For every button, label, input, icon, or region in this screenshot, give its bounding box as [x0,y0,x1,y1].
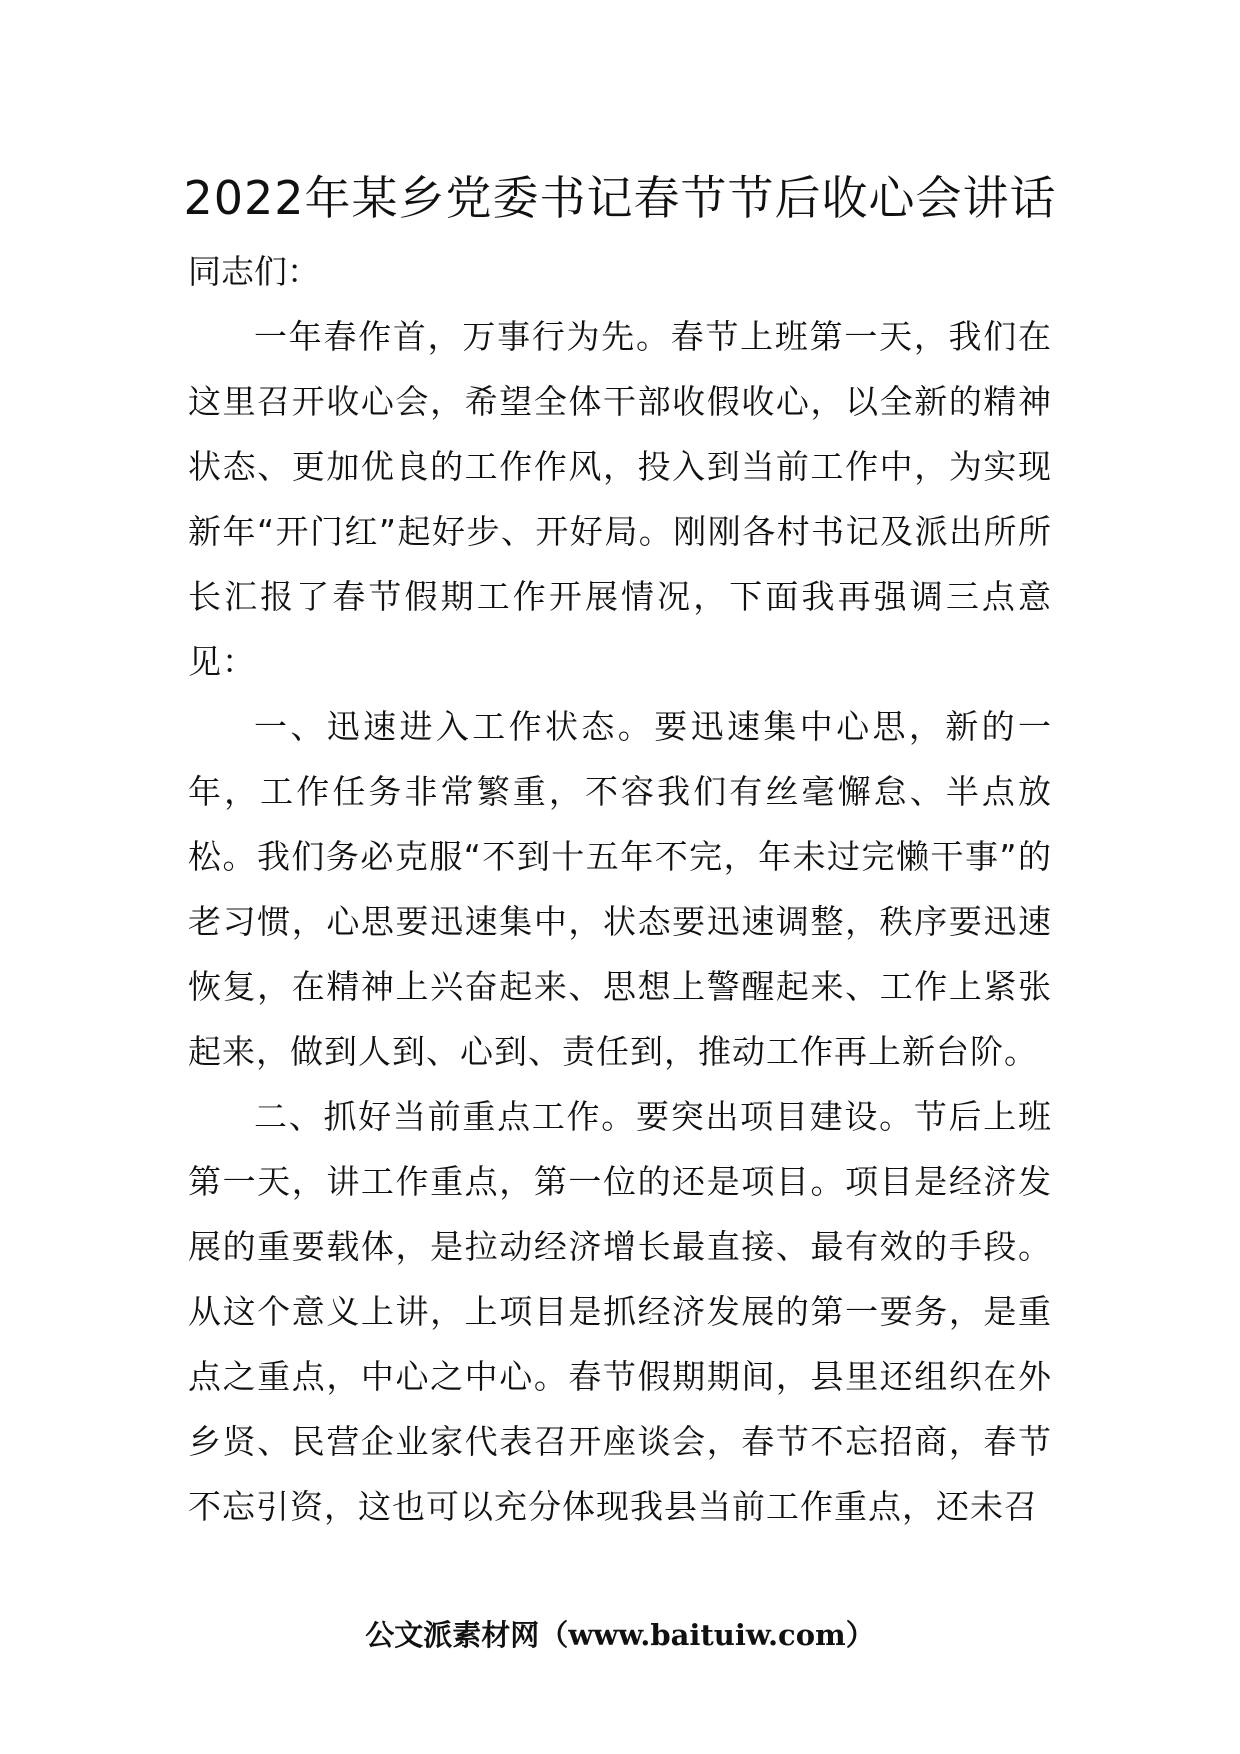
salutation: 同志们： [188,252,320,291]
paragraph-point-one: 一、迅速进入工作状态。要迅速集中心思，新的一年，工作任务非常繁重，不容我们有丝毫懈怠、半点放松。我们务必克服“不到十五年不完，年未过完懒干事”的老习惯，心思要迅速集中，状态要迅速调整，秩序要迅速恢复，在精神上兴奋起来、思想上警醒起来、工作上紧张起来，做到人到、心到、责任到，推动工作再上新台阶。 [188,707,1052,1071]
paragraph-point-two: 二、抓好当前重点工作。要突出项目建设。节后上班第一天，讲工作重点，第一位的还是项目。项目是经济发展的重要载体，是拉动经济增长最直接、最有效的手段。从这个意义上讲，上项目是抓经济发展的第一要务，是重点之重点，中心之中心。春节假期期间，县里还组织在外乡贤、民营企业家代表召开座谈会，春节不忘招商，春节不忘引资，这也可以充分体现我县当前工作重点，还未召 [188,1097,1052,1526]
document-body [188,240,1052,1539]
source-footer: 公文派素材网（www.baituiw.com） [365,1618,875,1652]
paragraph-intro: 一年春作首，万事行为先。春节上班第一天，我们在这里召开收心会，希望全体干部收假收心，以全新的精神状态、更加优良的工作作风，投入到当前工作中，为实现新年“开门红”起好步、开好局。刚刚各村书记及派出所所长汇报了春节假期工作开展情况，下面我再强调三点意见： [188,317,1052,681]
document-title: 2022年某乡党委书记春节节后收心会讲话 [183,171,1057,225]
